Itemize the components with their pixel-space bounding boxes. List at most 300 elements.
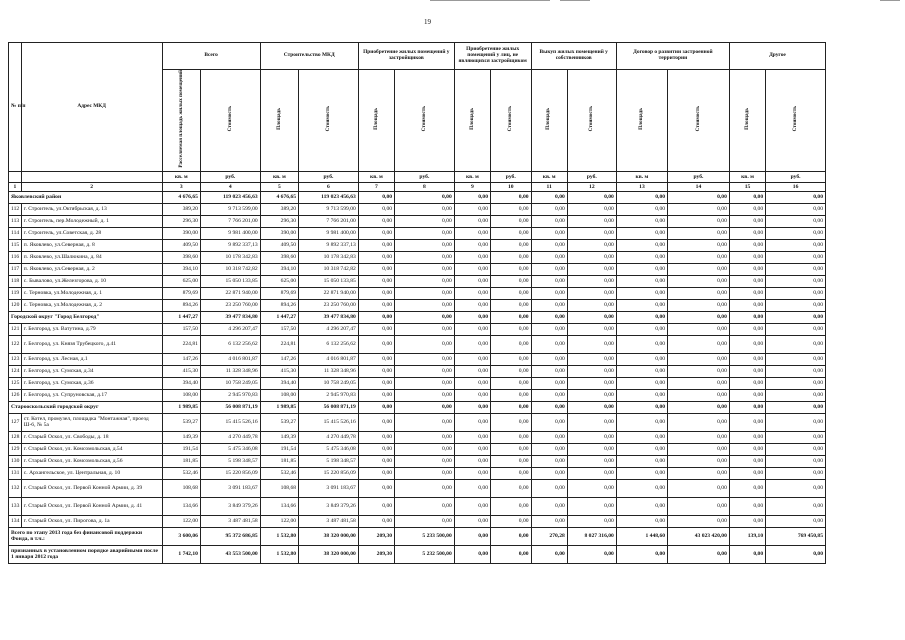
value-cell: 532,46: [162, 467, 200, 479]
value-cell: 139,10: [729, 527, 765, 545]
value-cell: 0,00: [766, 377, 826, 389]
value-cell: 0,00: [766, 215, 826, 227]
subheader-cell: [531, 70, 567, 172]
value-cell: 0,00: [616, 479, 667, 497]
value-cell: 0,00: [766, 443, 826, 455]
value-cell: 0,00: [358, 365, 394, 377]
value-cell: 0,00: [729, 275, 765, 287]
value-cell: 0,00: [766, 455, 826, 467]
value-cell: 0,00: [531, 479, 567, 497]
subheader-label: Площадь: [743, 107, 750, 130]
row-number: 131: [9, 467, 22, 479]
value-cell: 22 871 940,00: [299, 287, 359, 299]
table-row: [9, 353, 826, 365]
value-cell: 0,00: [531, 413, 567, 431]
subheader-label: Стоимость: [694, 106, 701, 132]
value-cell: 296,30: [162, 215, 200, 227]
value-cell: 0,00: [616, 323, 667, 335]
value-cell: 0,00: [454, 545, 490, 563]
value-cell: 394,10: [162, 263, 200, 275]
value-cell: 0,00: [616, 227, 667, 239]
value-cell: 15 220 856,09: [200, 467, 260, 479]
unit-cell: руб.: [395, 171, 455, 182]
value-cell: 0,00: [491, 455, 532, 467]
value-cell: 1 532,80: [260, 527, 298, 545]
unit-cell: кв. м: [531, 171, 567, 182]
address-cell: с. Архангельское, ул. Центральная, д. 10: [21, 467, 162, 479]
value-cell: 415,30: [162, 365, 200, 377]
value-cell: 0,00: [454, 353, 490, 365]
value-cell: 147,26: [260, 353, 298, 365]
value-cell: 0,00: [395, 389, 455, 401]
value-cell: 0,00: [358, 311, 394, 323]
address-cell: г. Строитель, ул.Советская, д. 28: [21, 227, 162, 239]
table-row: [9, 215, 826, 227]
value-cell: 0,00: [668, 479, 730, 497]
row-number: 132: [9, 479, 22, 497]
value-cell: 0,00: [454, 527, 490, 545]
value-cell: 0,00: [395, 401, 455, 413]
value-cell: 108,68: [260, 479, 298, 497]
value-cell: 0,00: [454, 413, 490, 431]
value-cell: 1 989,85: [162, 401, 200, 413]
value-cell: 0,00: [358, 479, 394, 497]
value-cell: 0,00: [766, 263, 826, 275]
value-cell: 122,00: [260, 515, 298, 527]
value-cell: 4 676,65: [162, 191, 200, 203]
unit-cell: руб.: [491, 171, 532, 182]
value-cell: 0,00: [358, 203, 394, 215]
value-cell: 0,00: [358, 227, 394, 239]
row-number: 122: [9, 335, 22, 353]
district-subtotal-row: [9, 311, 826, 323]
table-row: [9, 497, 826, 515]
value-cell: 5 198 348,57: [299, 455, 359, 467]
row-number: 128: [9, 431, 22, 443]
value-cell: 0,00: [454, 287, 490, 299]
header-group-territory: Договор о развитии застроенной территории: [616, 43, 729, 70]
value-cell: 0,00: [729, 377, 765, 389]
value-cell: 0,00: [668, 467, 730, 479]
value-cell: 0,00: [491, 191, 532, 203]
value-cell: 0,00: [395, 239, 455, 251]
value-cell: 0,00: [668, 497, 730, 515]
value-cell: 0,00: [616, 377, 667, 389]
units-row: [9, 171, 826, 182]
total-row: [9, 545, 826, 563]
value-cell: 0,00: [729, 455, 765, 467]
row-number: 121: [9, 323, 22, 335]
value-cell: 0,00: [729, 413, 765, 431]
value-cell: 0,00: [766, 299, 826, 311]
value-cell: 0,00: [395, 431, 455, 443]
value-cell: 0,00: [668, 335, 730, 353]
value-cell: 0,00: [766, 389, 826, 401]
value-cell: 191,54: [260, 443, 298, 455]
value-cell: 769 450,85: [766, 527, 826, 545]
value-cell: 0,00: [395, 377, 455, 389]
value-cell: 0,00: [358, 287, 394, 299]
value-cell: 0,00: [531, 377, 567, 389]
unit-cell: кв. м: [616, 171, 667, 182]
top-edge-line: [560, 0, 590, 1]
value-cell: 0,00: [668, 443, 730, 455]
unit-cell: кв. м: [729, 171, 765, 182]
value-cell: 56 008 871,19: [200, 401, 260, 413]
value-cell: 9 713 599,00: [200, 203, 260, 215]
value-cell: 10 758 249,05: [200, 377, 260, 389]
value-cell: 0,00: [616, 467, 667, 479]
value-cell: 56 008 871,19: [299, 401, 359, 413]
value-cell: 5 233 500,00: [395, 527, 455, 545]
row-number: 120: [9, 299, 22, 311]
value-cell: 0,00: [567, 311, 616, 323]
value-cell: 0,00: [491, 431, 532, 443]
address-cell: г. Старый Оскол, ул. Первой Конной Армии, д. 39: [21, 479, 162, 497]
value-cell: 0,00: [766, 545, 826, 563]
value-cell: 0,00: [358, 455, 394, 467]
value-cell: 9 892 337,13: [299, 239, 359, 251]
value-cell: 0,00: [766, 191, 826, 203]
value-cell: 0,00: [358, 251, 394, 263]
value-cell: 0,00: [567, 377, 616, 389]
value-cell: 0,00: [729, 263, 765, 275]
value-cell: 0,00: [395, 203, 455, 215]
value-cell: 389,20: [260, 203, 298, 215]
value-cell: 0,00: [567, 401, 616, 413]
value-cell: 10 178 342,83: [299, 251, 359, 263]
value-cell: 122,00: [162, 515, 200, 527]
value-cell: 1 742,10: [162, 545, 200, 563]
row-label: Всего по этапу 2013 года без финансовой поддержки Фонда, в т.ч.:: [9, 527, 163, 545]
value-cell: 149,39: [260, 431, 298, 443]
table-row: [9, 443, 826, 455]
subheader-cell: [567, 70, 616, 172]
value-cell: 0,00: [567, 365, 616, 377]
top-edge-line: [880, 0, 900, 1]
header-group-non-developer: Приобретение жилых помещений у лиц, не являющихся застройщиком: [454, 43, 531, 70]
value-cell: 0,00: [616, 413, 667, 431]
value-cell: 0,00: [491, 389, 532, 401]
value-cell: 9 981 400,00: [200, 227, 260, 239]
value-cell: 0,00: [454, 299, 490, 311]
table-row: [9, 365, 826, 377]
value-cell: 8 027 316,00: [567, 527, 616, 545]
column-number-cell: 11: [531, 182, 567, 191]
table-row: [9, 203, 826, 215]
value-cell: 0,00: [531, 323, 567, 335]
value-cell: 0,00: [358, 239, 394, 251]
value-cell: 0,00: [567, 515, 616, 527]
value-cell: 0,00: [491, 239, 532, 251]
value-cell: 0,00: [454, 275, 490, 287]
value-cell: 0,00: [616, 275, 667, 287]
value-cell: 0,00: [358, 323, 394, 335]
value-cell: 3 091 183,67: [299, 479, 359, 497]
value-cell: 0,00: [531, 275, 567, 287]
value-cell: 0,00: [454, 335, 490, 353]
value-cell: 0,00: [531, 467, 567, 479]
value-cell: 0,00: [454, 431, 490, 443]
value-cell: 0,00: [766, 251, 826, 263]
value-cell: 0,00: [766, 401, 826, 413]
subheader-label: Площадь: [372, 107, 379, 130]
value-cell: 0,00: [491, 335, 532, 353]
header-group-developer: Приобретение жилых помещений у застройщиков: [358, 43, 454, 70]
value-cell: 270,28: [531, 527, 567, 545]
value-cell: 0,00: [567, 479, 616, 497]
value-cell: 0,00: [616, 455, 667, 467]
value-cell: 3 849 379,26: [200, 497, 260, 515]
value-cell: 0,00: [454, 311, 490, 323]
value-cell: 0,00: [395, 497, 455, 515]
address-cell: г. Старый Оскол, ул. Комсомольская, д.56: [21, 455, 162, 467]
row-label: Яковлевский район: [9, 191, 163, 203]
value-cell: 0,00: [491, 377, 532, 389]
value-cell: 0,00: [729, 365, 765, 377]
value-cell: 23 250 760,00: [299, 299, 359, 311]
subheader-label: Стоимость: [507, 106, 514, 132]
table-row: [9, 263, 826, 275]
subheader-cell: [358, 70, 394, 172]
subheader-cell: [729, 70, 765, 172]
value-cell: 0,00: [358, 263, 394, 275]
unit-cell: кв. м: [162, 171, 200, 182]
value-cell: 6 132 256,62: [299, 335, 359, 353]
value-cell: 0,00: [531, 401, 567, 413]
address-cell: с. Терновка, ул.Молодежная, д. 2: [21, 299, 162, 311]
value-cell: 0,00: [454, 377, 490, 389]
value-cell: 0,00: [668, 365, 730, 377]
column-number-cell: 10: [491, 182, 532, 191]
address-cell: г. Белгород, ул. Сумская, д.36: [21, 377, 162, 389]
value-cell: 0,00: [491, 467, 532, 479]
column-number-cell: 5: [260, 182, 298, 191]
value-cell: 0,00: [491, 311, 532, 323]
value-cell: 0,00: [454, 191, 490, 203]
subheader-label: Площадь: [468, 107, 475, 130]
unit-cell: руб.: [299, 171, 359, 182]
value-cell: 4 016 801,87: [299, 353, 359, 365]
value-cell: 398,60: [260, 251, 298, 263]
value-cell: 0,00: [531, 365, 567, 377]
value-cell: 0,00: [358, 299, 394, 311]
value-cell: 0,00: [531, 239, 567, 251]
table-row: [9, 515, 826, 527]
value-cell: 0,00: [454, 401, 490, 413]
value-cell: 0,00: [668, 287, 730, 299]
table-row: [9, 413, 826, 431]
subheader-cell: [766, 70, 826, 172]
address-cell: г. Белгород, ул. Ватутина, д.79: [21, 323, 162, 335]
table-row: [9, 479, 826, 497]
value-cell: 409,50: [162, 239, 200, 251]
value-cell: 0,00: [616, 431, 667, 443]
value-cell: 181,85: [162, 455, 200, 467]
value-cell: 0,00: [729, 389, 765, 401]
value-cell: 0,00: [567, 251, 616, 263]
value-cell: 539,27: [260, 413, 298, 431]
value-cell: 0,00: [358, 335, 394, 353]
value-cell: 0,00: [358, 413, 394, 431]
value-cell: 0,00: [531, 203, 567, 215]
value-cell: 0,00: [454, 497, 490, 515]
value-cell: 0,00: [729, 467, 765, 479]
value-cell: 0,00: [567, 467, 616, 479]
value-cell: 0,00: [491, 365, 532, 377]
value-cell: 0,00: [395, 353, 455, 365]
value-cell: 0,00: [567, 413, 616, 431]
value-cell: 0,00: [531, 497, 567, 515]
value-cell: 0,00: [567, 263, 616, 275]
subheader-cell: [299, 70, 359, 172]
table-row: [9, 431, 826, 443]
row-number: 126: [9, 389, 22, 401]
table-row: [9, 389, 826, 401]
value-cell: 43 023 420,00: [668, 527, 730, 545]
subheader-label: Стоимость: [791, 106, 798, 132]
value-cell: 0,00: [616, 299, 667, 311]
value-cell: 3 487 481,58: [299, 515, 359, 527]
value-cell: 0,00: [531, 455, 567, 467]
address-cell: г. Старый Оскол, ул. Комсомольская, д.54: [21, 443, 162, 455]
value-cell: 0,00: [491, 527, 532, 545]
value-cell: 0,00: [567, 389, 616, 401]
value-cell: 0,00: [531, 215, 567, 227]
value-cell: 0,00: [616, 263, 667, 275]
header-address: Адрес МКД: [21, 43, 162, 172]
value-cell: 0,00: [729, 479, 765, 497]
value-cell: 119 023 456,63: [200, 191, 260, 203]
column-number-cell: 8: [395, 182, 455, 191]
value-cell: 0,00: [567, 455, 616, 467]
table-row: [9, 467, 826, 479]
value-cell: 894,26: [260, 299, 298, 311]
value-cell: 0,00: [531, 443, 567, 455]
value-cell: 0,00: [616, 515, 667, 527]
row-number: 127: [9, 413, 22, 431]
value-cell: 0,00: [729, 227, 765, 239]
value-cell: 0,00: [395, 263, 455, 275]
subheader-cell: [616, 70, 667, 172]
value-cell: 0,00: [766, 515, 826, 527]
value-cell: 3 600,06: [162, 527, 200, 545]
value-cell: 6 132 256,62: [200, 335, 260, 353]
unit-cell: руб.: [668, 171, 730, 182]
address-cell: г. Белгород, ул. Супруновская, д.17: [21, 389, 162, 401]
value-cell: 0,00: [567, 287, 616, 299]
total-row: [9, 527, 826, 545]
value-cell: 4 296 207,47: [200, 323, 260, 335]
value-cell: 879,69: [260, 287, 298, 299]
value-cell: 0,00: [668, 299, 730, 311]
value-cell: 879,69: [162, 287, 200, 299]
value-cell: 0,00: [491, 215, 532, 227]
subheader-cell: [668, 70, 730, 172]
value-cell: 0,00: [395, 365, 455, 377]
table-row: [9, 335, 826, 353]
value-cell: 9 713 599,00: [299, 203, 359, 215]
value-cell: 23 250 760,00: [200, 299, 260, 311]
value-cell: 532,46: [260, 467, 298, 479]
value-cell: 0,00: [567, 191, 616, 203]
column-number-cell: 1: [9, 182, 22, 191]
row-number: 113: [9, 215, 22, 227]
value-cell: 147,26: [162, 353, 200, 365]
value-cell: 0,00: [668, 389, 730, 401]
table-row: [9, 377, 826, 389]
value-cell: 134,66: [260, 497, 298, 515]
value-cell: 0,00: [491, 251, 532, 263]
row-number: 118: [9, 275, 22, 287]
row-label: Городской округ "Город Белгород": [9, 311, 163, 323]
value-cell: 0,00: [491, 287, 532, 299]
value-cell: 0,00: [358, 497, 394, 515]
value-cell: 0,00: [531, 335, 567, 353]
unit-cell: кв. м: [454, 171, 490, 182]
address-cell: г. Белгород, ул. Лесная, д.1: [21, 353, 162, 365]
column-number-cell: 12: [567, 182, 616, 191]
address-cell: п. Яковлево, ул.Северная, д. 2: [21, 263, 162, 275]
value-cell: 0,00: [395, 275, 455, 287]
value-cell: 157,50: [162, 323, 200, 335]
column-number-cell: 2: [21, 182, 162, 191]
value-cell: 0,00: [766, 227, 826, 239]
subheader-label: Стоимость: [226, 106, 233, 132]
value-cell: 0,00: [395, 413, 455, 431]
value-cell: 108,00: [260, 389, 298, 401]
value-cell: 0,00: [531, 545, 567, 563]
value-cell: 0,00: [358, 191, 394, 203]
value-cell: 0,00: [616, 365, 667, 377]
value-cell: 0,00: [616, 191, 667, 203]
value-cell: 181,85: [260, 455, 298, 467]
table-row: [9, 287, 826, 299]
value-cell: 224,81: [162, 335, 200, 353]
header-group-other: Другое: [729, 43, 825, 70]
value-cell: 15 415 526,16: [200, 413, 260, 431]
value-cell: 0,00: [454, 227, 490, 239]
value-cell: 394,40: [260, 377, 298, 389]
value-cell: 0,00: [395, 299, 455, 311]
row-number: 130: [9, 455, 22, 467]
value-cell: 38 320 000,00: [299, 527, 359, 545]
value-cell: 134,66: [162, 497, 200, 515]
value-cell: 0,00: [491, 227, 532, 239]
value-cell: 0,00: [766, 203, 826, 215]
value-cell: 0,00: [668, 401, 730, 413]
value-cell: 0,00: [531, 353, 567, 365]
value-cell: 1 448,60: [616, 527, 667, 545]
value-cell: 398,60: [162, 251, 200, 263]
value-cell: 0,00: [729, 353, 765, 365]
value-cell: 0,00: [766, 365, 826, 377]
value-cell: 0,00: [454, 203, 490, 215]
column-number-cell: 13: [616, 182, 667, 191]
resettlement-table: [8, 42, 826, 564]
value-cell: 390,00: [260, 227, 298, 239]
value-cell: 0,00: [491, 497, 532, 515]
value-cell: 1 447,27: [162, 311, 200, 323]
district-subtotal-row: [9, 401, 826, 413]
value-cell: 0,00: [729, 545, 765, 563]
value-cell: 0,00: [395, 467, 455, 479]
row-number: 129: [9, 443, 22, 455]
value-cell: 10 758 249,05: [299, 377, 359, 389]
value-cell: 0,00: [616, 215, 667, 227]
value-cell: 0,00: [491, 443, 532, 455]
value-cell: 0,00: [531, 431, 567, 443]
